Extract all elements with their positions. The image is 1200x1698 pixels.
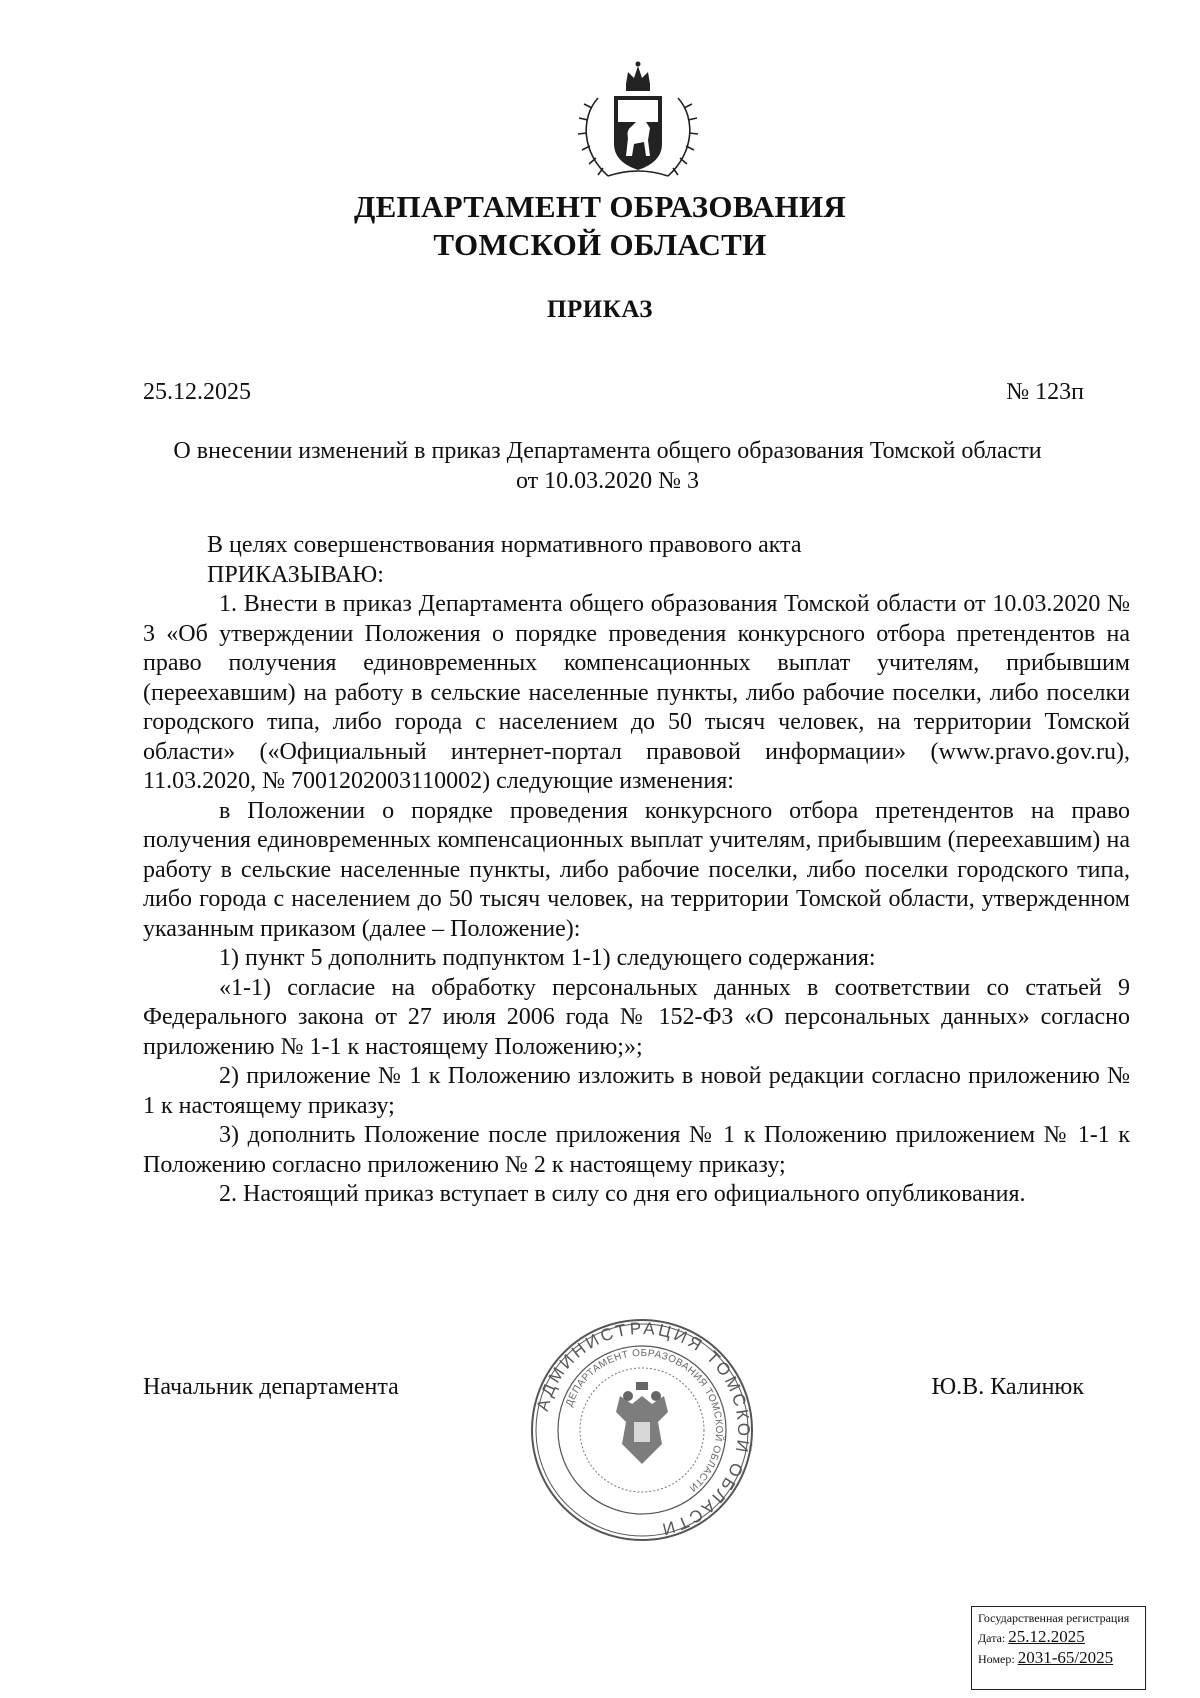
paragraph-3: 1) пункт 5 дополнить подпунктом 1-1) следующего содержания: — [219, 945, 876, 971]
coat-of-arms-icon — [568, 58, 708, 184]
subject-line2: от 10.03.2020 № 3 — [515, 468, 700, 494]
paragraph-5: 2) приложение № 1 к Положению изложить в новой редакции согласно приложению № 1 к настоящему приказу; — [143, 1063, 1130, 1119]
document-number: № 123п — [1006, 379, 1084, 405]
registration-box — [971, 1606, 1146, 1690]
preamble: В целях совершенствования нормативного правового акта — [207, 532, 802, 558]
registration-title: Государственная регистрация — [978, 1611, 1130, 1625]
registration-date-row — [978, 1626, 1139, 1647]
registration-date-label: Дата: — [978, 1631, 1006, 1645]
registration-number-value: 2031-65/2025 — [1017, 1648, 1114, 1667]
signatory-title: Начальник департамента — [143, 1374, 399, 1400]
document-subject — [140, 436, 1075, 496]
paragraph-7: 2. Настоящий приказ вступает в силу со дня его официального опубликования. — [219, 1181, 1026, 1207]
stamp-inner-text: ДЕПАРТАМЕНТ ОБРАЗОВАНИЯ ТОМСКОЙ ОБЛАСТИ — [564, 1347, 725, 1494]
signatory-name: Ю.В. Калинюк — [931, 1374, 1084, 1400]
paragraph-6: 3) дополнить Положение после приложения № 1 к Положению приложением № 1-1 к Положению согласно приложению № 2 к настоящему приказу; — [143, 1122, 1130, 1178]
registration-date-value: 25.12.2025 — [1008, 1627, 1085, 1646]
stamp-outer-text: АДМИНИСТРАЦИЯ ТОМСКОЙ ОБЛАСТИ — [532, 1318, 754, 1540]
registration-number-row — [978, 1647, 1139, 1668]
organization-name-line1: ДЕПАРТАМЕНТ ОБРАЗОВАНИЯ — [353, 189, 847, 224]
paragraph-1: 1. Внести в приказ Департамента общего образования Томской области от 10.03.2020 № 3 «Об утверждении Положения о порядке проведения конкурсного отбора претендентов на право получения единовременных компенсационных выплат учителям, прибывшим (переехавшим) на работу в сельские населенные пункты, либо рабочие поселки, либо поселки городского типа, либо города с населением до 50 тысяч человек, на территории Томской области» («Официальный интернет-портал правовой информации» (www.pravo.gov.ru), 11.03.2020, № 7001202003110002) следующие изменения: — [143, 591, 1130, 794]
document-type: ПРИКАЗ — [547, 296, 653, 323]
official-seal-stamp-icon — [528, 1316, 756, 1544]
order-word: ПРИКАЗЫВАЮ: — [207, 561, 384, 588]
document-body — [143, 531, 1130, 1210]
paragraph-4: «1-1) согласие на обработку персональных данных в соответствии со статьей 9 Федерального закона от 27 июля 2006 года № 152-ФЗ «О персональных данных» согласно приложению № 1-1 к настоящему Положению;»; — [143, 974, 1130, 1060]
organization-name-line2: ТОМСКОЙ ОБЛАСТИ — [433, 227, 767, 262]
subject-line1: О внесении изменений в приказ Департамента общего образования Томской области — [173, 438, 1042, 464]
paragraph-2: в Положении о порядке проведения конкурсного отбора претендентов на право получения единовременных компенсационных выплат учителям, прибывшим (переехавшим) на работу в сельские населенные пункты, либо рабочие поселки, либо поселки городского типа, либо города с населением до 50 тысяч человек, на территории Томской области, утвержденном указанным приказом (далее – Положение): — [143, 797, 1130, 942]
registration-number-label: Номер: — [978, 1652, 1015, 1666]
document-date: 25.12.2025 — [143, 379, 251, 405]
